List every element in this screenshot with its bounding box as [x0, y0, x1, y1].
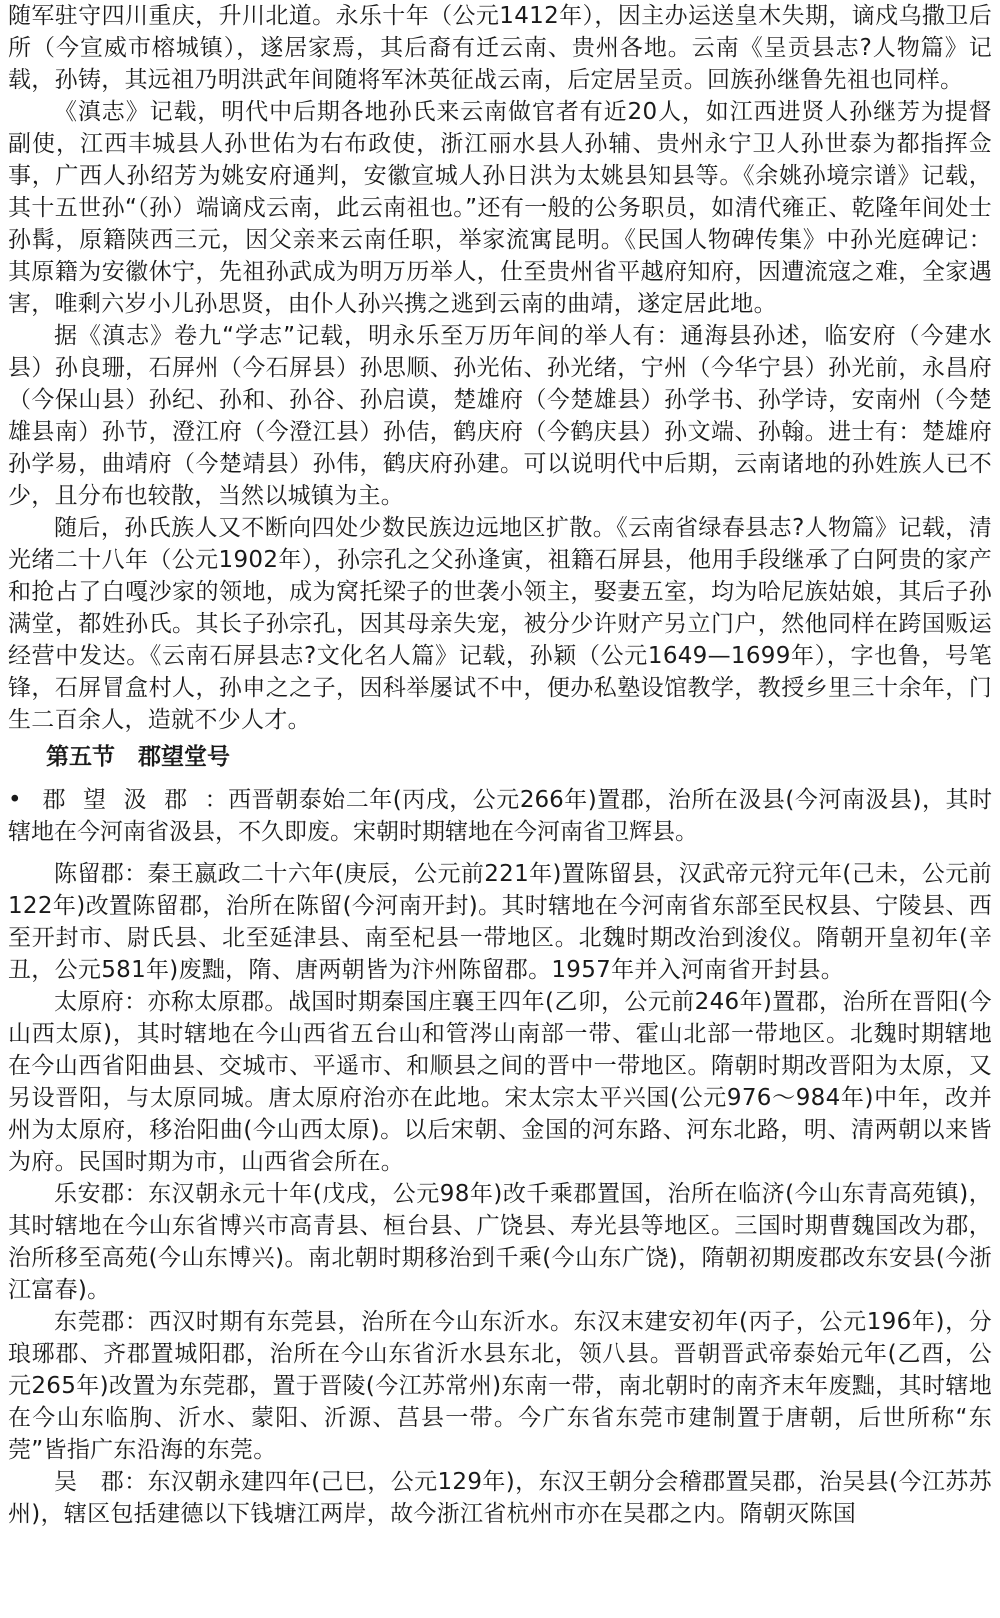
- paragraph-taiyuan: 太原府：亦称太原郡。战国时期秦国庄襄王四年(乙卯，公元前246年)置郡，治所在晋阳(今山西太原)，其时辖地在今山西省五台山和管涔山南部一带、霍山北部一带地区。北魏时期辖地在今山西省阳曲县、交城市、平遥市、和顺县之间的晋中一带地区。隋朝时期改晋阳为太原，又另设晋阳，与太原同城。唐太原府治亦在此地。宋太宗太平兴国(公元976～984年)中年，改并州为太原府，移治阳曲(今山西太原)。以后宋朝、金国的河东路、河东北路，明、清两朝以来皆为府。民国时期为市，山西省会所在。: [8, 989, 992, 1175]
- document-page: [8, 0, 992, 1530]
- bullet-item-jijun: [8, 784, 992, 848]
- paragraph-lean: 乐安郡：东汉朝永元十年(戊戌，公元98年)改千乘郡置国，治所在临济(今山东青高苑镇)，其时辖地在今山东省博兴市高青县、桓台县、广饶县、寿光县等地区。三国时期曹魏国改为郡，治所移至高苑(今山东博兴)。南北朝时期移治到千乘(今山东广饶)，隋朝初期废郡改东安县(今浙江富春)。: [8, 1181, 992, 1303]
- paragraph-dian-zhi-officials: 《滇志》记载，明代中后期各地孙氏来云南做官者有近20人，如江西进贤人孙继芳为提督副使，江西丰城县人孙世佑为右布政使，浙江丽水县人孙辅、贵州永宁卫人孙世泰为都指挥佥事，广西人孙绍芳为姚安府通判，安徽宣城人孙日洪为太姚县知县等。《余姚孙境宗谱》记载，其十五世孙“（孙）端谪戍云南，此云南祖也。”还有一般的公务职员，如清代雍正、乾隆年间处士孙髯，原籍陕西三元，因父亲来云南任职，举家流寓昆明。《民国人物碑传集》中孙光庭碑记：其原籍为安徽休宁，先祖孙武成为明万历举人，仕至贵州省平越府知府，因遭流寇之难，全家遇害，唯剩六岁小儿孙思贤，由仆人孙兴携之逃到云南的曲靖，遂定居此地。: [8, 99, 992, 317]
- section-heading: 第五节 郡望堂号: [46, 744, 230, 770]
- bullet-label: 郡望汲郡: [42, 787, 205, 813]
- bullet-icon: •: [8, 787, 22, 813]
- paragraph-juren-list: 据《滇志》卷九“学志”记载，明永乐至万历年间的举人有：通海县孙述，临安府（今建水县）孙良珊，石屏州（今石屏县）孙思顺、孙光佑、孙光绪，宁州（今华宁县）孙光前，永昌府（今保山县）孙纪、孙和、孙谷、孙启谟，楚雄府（今楚雄县）孙学书、孙学诗，安南州（今楚雄县南）孙节，澄江府（今澄江县）孙佶，鹤庆府（今鹤庆县）孙文端、孙翰。进士有：楚雄府孙学易，曲靖府（今楚靖县）孙伟，鹤庆府孙建。可以说明代中后期，云南诸地的孙姓族人已不少，且分布也较散，当然以城镇为主。: [8, 323, 992, 509]
- paragraph-spread: 随后，孙氏族人又不断向四处少数民族边远地区扩散。《云南省绿春县志?人物篇》记载，清光绪二十八年（公元1902年），孙宗孔之父孙逢寅，祖籍石屏县，他用手段继承了白阿贵的家产和抢占了白嘎沙家的领地，成为窝托梁子的世袭小领主，娶妻五室，均为哈尼族姑娘，其后子孙满堂，都姓孙氏。其长子孙宗孔，因其母亲失宠，被分少许财产另立门户，然他同样在跨国贩运经营中发达。《云南石屏县志?文化名人篇》记载，孙颖（公元1649—1699年），字也鲁，号笔锋，石屏冒盒村人，孙申之之子，因科举屡试不中，便办私塾设馆教学，教授乡里三十余年，门生二百余人，造就不少人才。: [8, 515, 992, 733]
- bullet-text: ：西晋朝泰始二年(丙戌，公元266年)置郡，治所在汲县(今河南汲县)，其时辖地在今河南省汲县，不久即废。宋朝时期辖地在今河南省卫辉县。: [8, 787, 992, 845]
- paragraph-chenliu: 陈留郡：秦王嬴政二十六年(庚辰，公元前221年)置陈留县，汉武帝元狩元年(己未，公元前122年)改置陈留郡，治所在陈留(今河南开封)。其时辖地在今河南省东部至民权县、宁陵县、西至开封市、尉氏县、北至延津县、南至杞县一带地区。北魏时期改治到浚仪。隋朝开皇初年(辛丑，公元581年)废黜，隋、唐两朝皆为汴州陈留郡。1957年并入河南省开封县。: [8, 861, 992, 983]
- paragraph-wujun: 吴 郡：东汉朝永建四年(己巳，公元129年)，东汉王朝分会稽郡置吴郡，治吴县(今江苏苏州)，辖区包括建德以下钱塘江两岸，故今浙江省杭州市亦在吴郡之内。隋朝灭陈国: [8, 1469, 992, 1527]
- paragraph-dongguan: 东莞郡：西汉时期有东莞县，治所在今山东沂水。东汉末建安初年(丙子，公元196年)，分琅琊郡、齐郡置城阳郡，治所在今山东省沂水县东北，领八县。晋朝晋武帝泰始元年(乙酉，公元265年)改置为东莞郡，置于晋陵(今江苏常州)东南一带，南北朝时的南齐末年废黜，其时辖地在今山东临朐、沂水、蒙阳、沂源、莒县一带。今广东省东莞市建制置于唐朝，后世所称“东莞”皆指广东沿海的东莞。: [8, 1309, 992, 1463]
- paragraph-continued: 随军驻守四川重庆，升川北道。永乐十年（公元1412年），因主办运送皇木失期，谪戍乌撒卫后所（今宣威市榕城镇），遂居家焉，其后裔有迁云南、贵州各地。云南《呈贡县志?人物篇》记载，孙铸，其远祖乃明洪武年间随将军沐英征战云南，后定居呈贡。回族孙继鲁先祖也同样。: [8, 3, 992, 93]
